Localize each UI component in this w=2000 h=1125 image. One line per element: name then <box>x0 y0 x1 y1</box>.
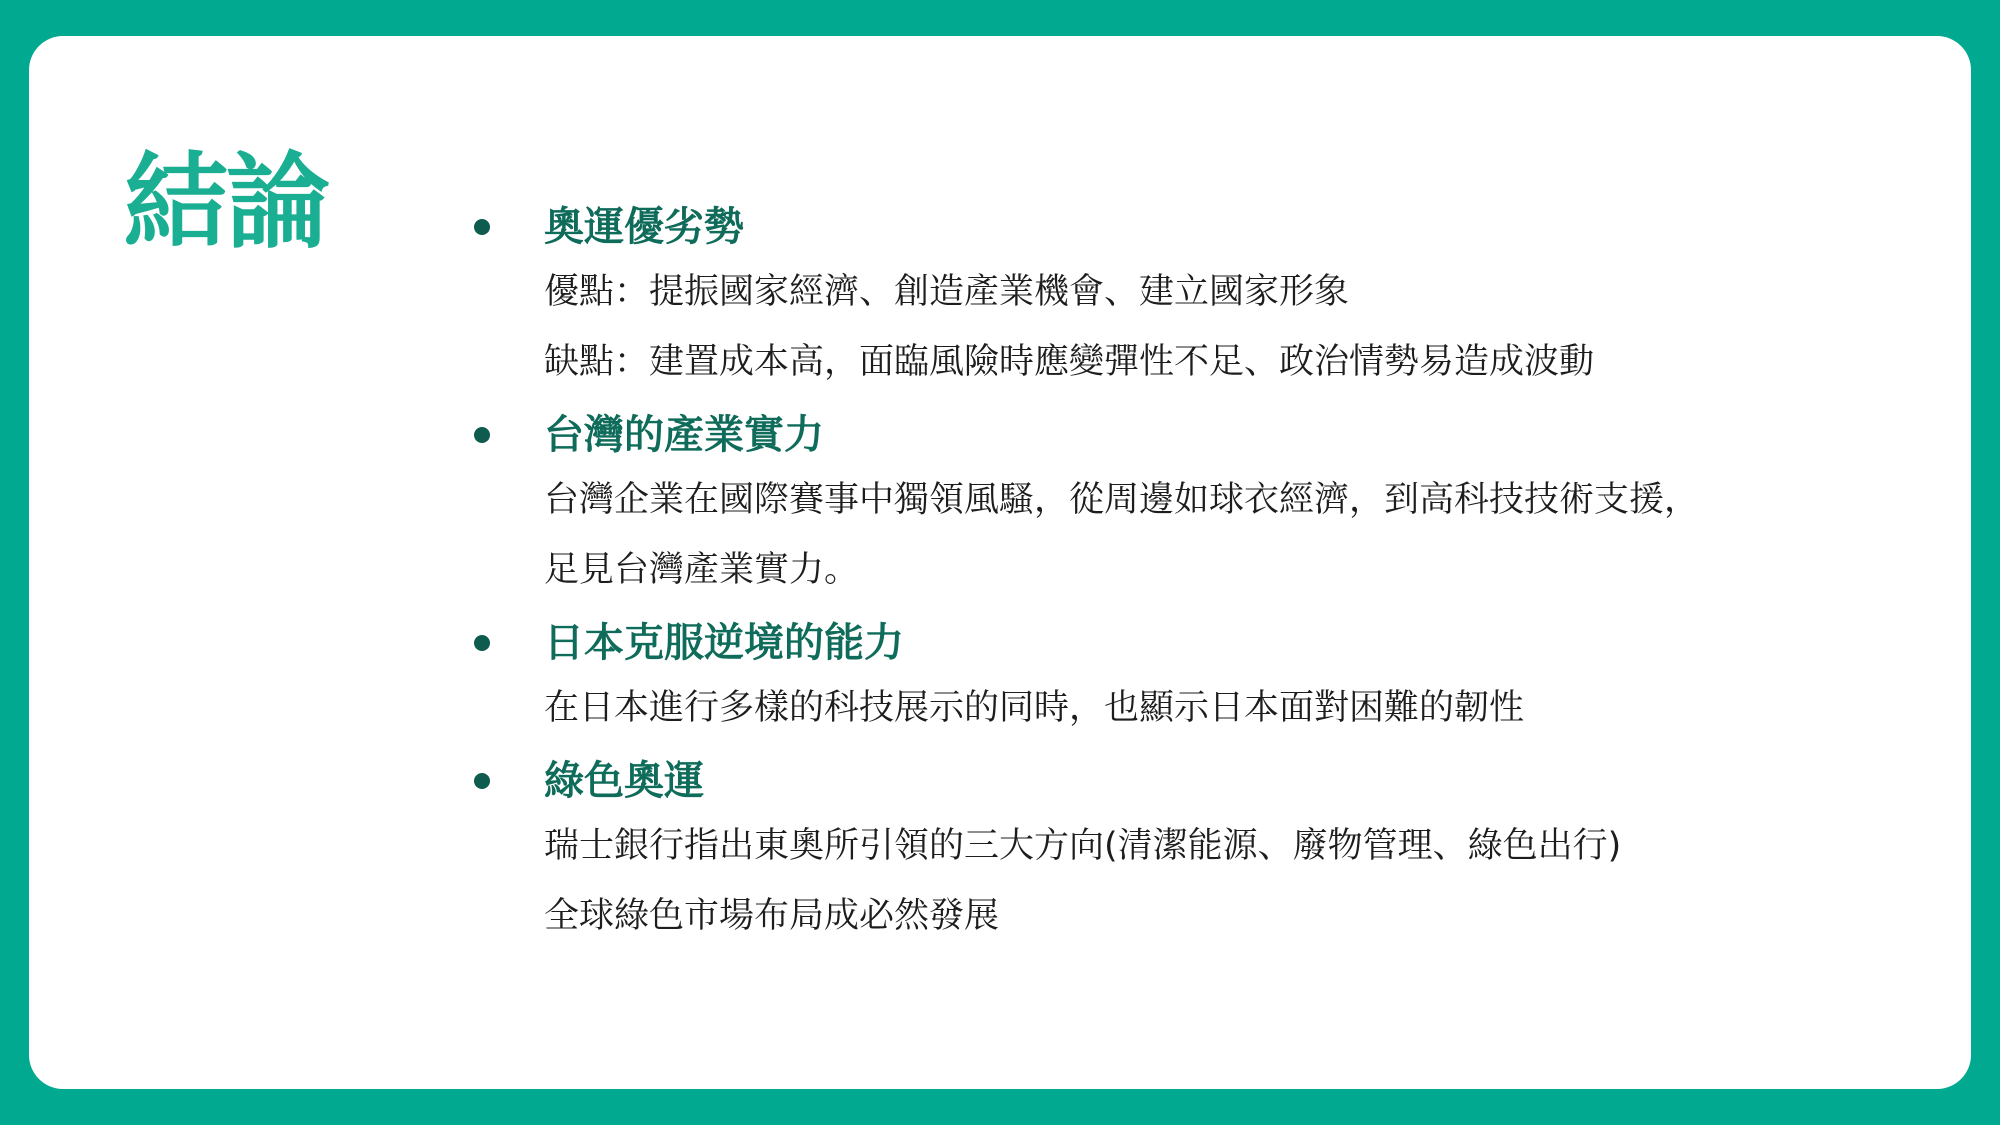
section-taiwan-industry <box>470 405 1910 605</box>
section-heading: 奧運優劣勢 <box>544 204 744 250</box>
section-line: 台灣企業在國際賽事中獨領風騷，從周邊如球衣經濟，到高科技技術支援， <box>544 480 1700 520</box>
bullet-dot-icon <box>474 427 490 443</box>
section-heading: 日本克服逆境的能力 <box>544 620 904 666</box>
bullet-dot-icon <box>474 773 490 789</box>
slide-title: 結論 <box>124 141 329 263</box>
section-japan-resilience <box>470 613 1910 743</box>
section-line: 足見台灣產業實力。 <box>544 550 860 590</box>
section-line: 全球綠色市場布局成必然發展 <box>544 896 1000 936</box>
section-line: 優點：提振國家經濟、創造產業機會、建立國家形象 <box>544 272 1350 312</box>
section-olympic-pros-cons <box>470 197 1910 397</box>
bullet-list <box>470 197 1910 951</box>
section-line: 瑞士銀行指出東奧所引領的三大方向(清潔能源、廢物管理、綠色出行) <box>544 826 1622 866</box>
bullet-dot-icon <box>474 219 490 235</box>
section-line: 在日本進行多樣的科技展示的同時，也顯示日本面對困難的韌性 <box>544 688 1525 728</box>
bullet-dot-icon <box>474 635 490 651</box>
section-line: 缺點：建置成本高，面臨風險時應變彈性不足、政治情勢易造成波動 <box>544 342 1595 382</box>
section-heading: 綠色奧運 <box>544 758 704 804</box>
section-heading: 台灣的產業實力 <box>544 412 824 458</box>
section-green-olympics <box>470 751 1910 951</box>
